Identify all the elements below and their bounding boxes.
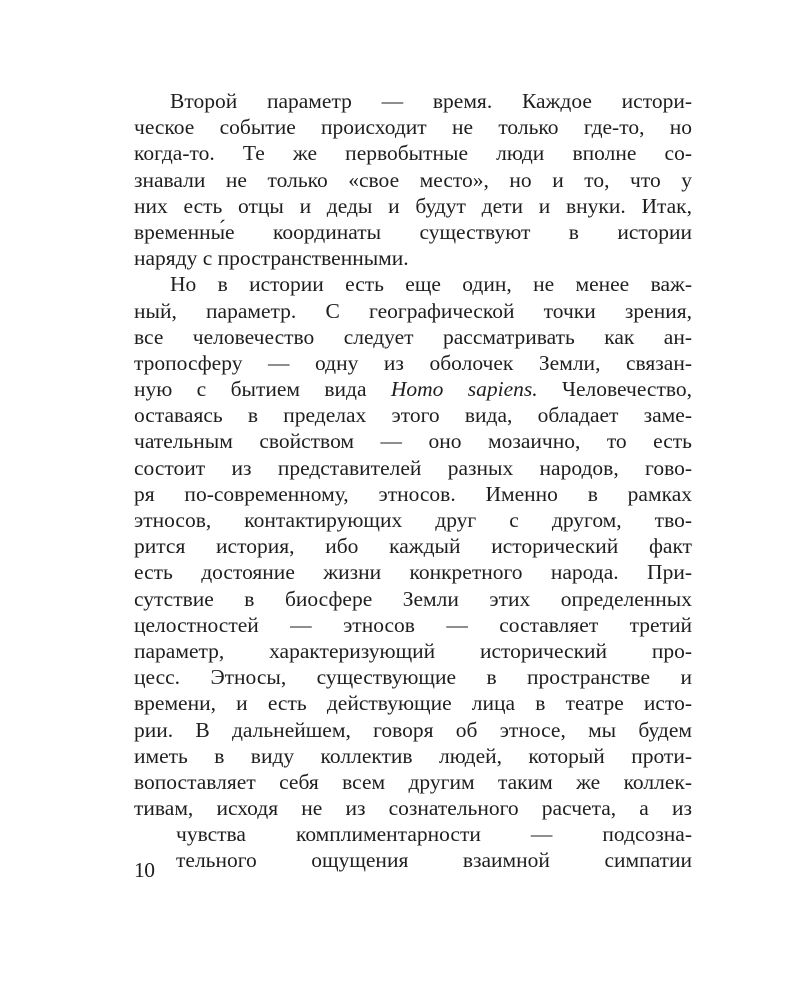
text-line: ря по-современному, этносов. Именно в рамках xyxy=(134,481,692,506)
text-line: целостностей — этносов — составляет третий xyxy=(134,612,692,637)
text-line: Но в истории есть еще один, не менее важ- xyxy=(170,272,692,297)
text-line: оставаясь в пределах этого вида, обладает заме- xyxy=(134,403,692,428)
paragraph-1 xyxy=(134,88,692,271)
text-line: сутствие в биосфере Земли этих определенных xyxy=(134,586,692,611)
text-line: вопоставляет себя всем другим таким же коллек- xyxy=(134,769,692,794)
species-name-italic: Homo sapiens. xyxy=(390,377,538,402)
text-line: тропосферу — одну из оболочек Земли, связан- xyxy=(134,350,692,375)
text-line: рится история, ибо каждый исторический факт xyxy=(134,534,692,559)
text-line: цесс. Этносы, существующие в пространстве и xyxy=(134,665,692,690)
text-line: временны́е координаты существуют в истории xyxy=(134,219,692,244)
paragraph-2 xyxy=(134,271,692,873)
text-line: ный, параметр. С географической точки зрения, xyxy=(134,298,692,323)
text-line: ческое событие происходит не только где-то, но xyxy=(134,115,692,140)
text-line: наряду с пространственными. xyxy=(134,246,409,271)
text-line: знавали не только «свое место», но и то, что у xyxy=(134,167,692,192)
body-text xyxy=(134,88,692,874)
text-line: них есть отцы и деды и будут дети и внуки. Итак, xyxy=(134,193,692,218)
text-line: тельного ощущения взаимной симпатии xyxy=(176,848,692,873)
text-line: этносов, контактирующих друг с другом, тво- xyxy=(134,508,692,532)
text-line: чувства комплиментарности — подсозна- xyxy=(176,822,692,847)
text-line: времени, и есть действующие лица в театре исто- xyxy=(134,691,692,716)
text-line: Второй параметр — время. Каждое истори- xyxy=(170,89,692,113)
text-line xyxy=(134,376,692,402)
text-line: рии. В дальнейшем, говоря об этносе, мы будем xyxy=(134,717,692,742)
text-line: чательным свойством — оно мозаично, то есть xyxy=(134,429,692,454)
text-line: параметр, характеризующий исторический про- xyxy=(134,638,692,663)
text-line: тивам, исходя не из сознательного расчета, а из xyxy=(134,796,692,821)
text-line: иметь в виду коллектив людей, который проти- xyxy=(134,743,692,768)
text-line: когда-то. Те же первобытные люди вполне со- xyxy=(134,141,692,166)
text-fragment: ную с бытием вида xyxy=(134,377,391,402)
text-line: состоит из представителей разных народов, гово- xyxy=(134,455,692,480)
text-fragment: Человечество, xyxy=(537,377,692,402)
page-number: 10 xyxy=(134,858,155,882)
text-line: есть достояние жизни конкретного народа. При- xyxy=(134,560,692,585)
text-line: все человечество следует рассматривать как ан- xyxy=(134,324,692,349)
